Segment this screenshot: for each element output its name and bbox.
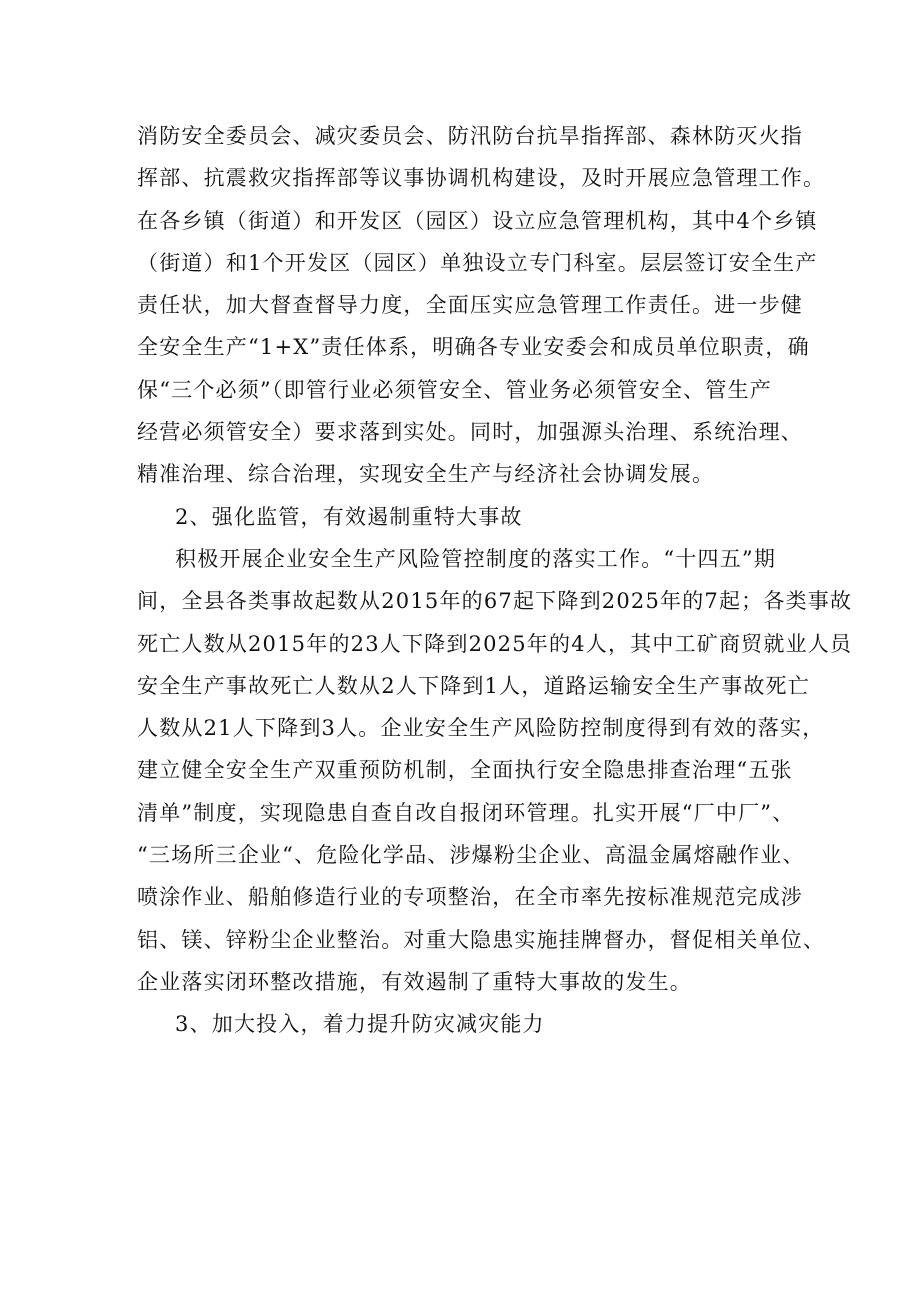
text-line: 喷涂作业、船舶修造行业的专项整治，在全市率先按标准规范完成涉 bbox=[137, 885, 803, 910]
text-line: 铝、镁、锌粉尘企业整治。对重大隐患实施挂牌督办，督促相关单位、 bbox=[137, 927, 826, 952]
text-line: 责任状，加大督查督导力度，全面压实应急管理工作责任。进一步健 bbox=[137, 293, 803, 318]
text-line: 人数从21人下降到3人。企业安全生产风险防控制度得到有效的落实， bbox=[137, 716, 825, 741]
text-line: 企业落实闭环整改措施，有效遏制了重特大事故的发生。 bbox=[137, 969, 692, 994]
text-line: 消防安全委员会、减灾委员会、防汛防台抗旱指挥部、森林防灭火指 bbox=[137, 124, 803, 148]
text-line: 全安全生产“1+X”责任体系，明确各专业安委会和成员单位职责，确 bbox=[137, 335, 810, 360]
text-line: （街道）和1个开发区（园区）单独设立专门科室。层层签订安全生产 bbox=[137, 250, 818, 275]
text-line: 在各乡镇（街道）和开发区（园区）设立应急管理机构，其中4个乡镇 bbox=[137, 208, 818, 233]
paragraph-organization bbox=[137, 115, 826, 496]
text-line: 精准治理、综合治理，实现安全生产与经济社会协调发展。 bbox=[137, 462, 715, 487]
text-line: 清单”制度，实现隐患自查自改自报闭环管理。扎实开展“厂中厂”、 bbox=[137, 800, 795, 825]
text-line: 建立健全安全生产双重预防机制，全面执行安全隐患排查治理“五张 bbox=[137, 758, 793, 783]
text-line: 保“三个必须”（即管行业必须管安全、管业务必须管安全、管生产 bbox=[137, 377, 772, 402]
paragraph-supervision bbox=[137, 538, 853, 1003]
text-line: 安全生产事故死亡人数从2人下降到1人，道路运输安全生产事故死亡 bbox=[137, 673, 810, 698]
section-heading-3: 3、加大投入，着力提升防灾减灾能力 bbox=[175, 1012, 545, 1037]
document-body bbox=[137, 115, 853, 1046]
text-line: 死亡人数从2015年的23人下降到2025年的4人，其中工矿商贸就业人员 bbox=[137, 631, 853, 656]
section-heading-2: 2、强化监管，有效遏制重特大事故 bbox=[175, 504, 523, 529]
text-line: 间，全县各类事故起数从2015年的67起下降到2025年的7起；各类事故 bbox=[137, 589, 853, 614]
text-line: 经营必须管安全）要求落到实处。同时，加强源头治理、系统治理、 bbox=[137, 420, 803, 445]
text-line: “三场所三企业“、危险化学品、涉爆粉尘企业、高温金属熔融作业、 bbox=[137, 843, 805, 868]
text-line: 积极开展企业安全生产风险管控制度的落实工作。“十四五”期 bbox=[175, 546, 777, 571]
text-line: 挥部、抗震救灾指挥部等议事协调机构建设，及时开展应急管理工作。 bbox=[137, 166, 826, 191]
